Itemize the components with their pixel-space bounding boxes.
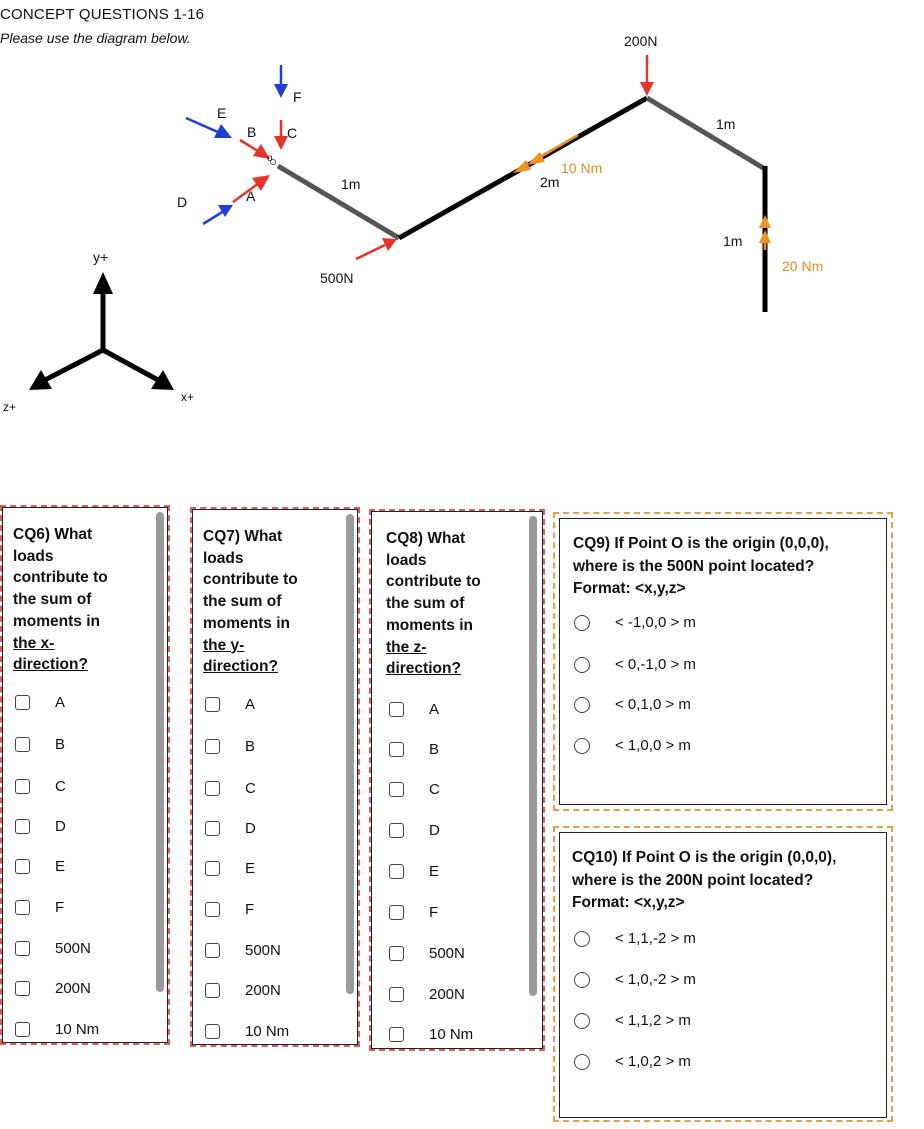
- cq6-checkbox-a[interactable]: [15, 695, 30, 710]
- page-subtitle: Please use the diagram below.: [0, 30, 191, 46]
- cq8-checkbox-500n[interactable]: [389, 946, 404, 961]
- cq10-line: CQ10) If Point O is the origin (0,0,0),: [572, 849, 837, 866]
- cq6-option-label: F: [55, 899, 65, 916]
- segment-200n-to-corner: [647, 98, 765, 169]
- label-d: D: [177, 194, 188, 210]
- cq8-checkbox-d[interactable]: [389, 823, 404, 838]
- moment-10nm: [513, 135, 602, 176]
- cq9-option-label: < 0,-1,0 > m: [615, 656, 696, 673]
- cq10-line: where is the 200N point located?: [572, 871, 814, 889]
- cq6-question: [13, 524, 153, 676]
- segment-o-to-500n: [278, 166, 399, 238]
- label-a: A: [246, 188, 256, 204]
- cq6-checkbox-10nm[interactable]: [15, 1022, 30, 1037]
- cq10-option-label: < 1,0,-2 > m: [615, 971, 696, 988]
- cq10-radio-1[interactable]: [574, 931, 590, 947]
- cq8-checkbox-e[interactable]: [389, 864, 404, 879]
- cq6-option-label: 200N: [55, 980, 91, 997]
- cq10-option-label: < 1,1,-2 > m: [615, 930, 696, 947]
- cq6-checkbox-c[interactable]: [15, 779, 30, 794]
- cq6-option-label: B: [55, 736, 66, 753]
- cq6-scrollbar[interactable]: [156, 512, 164, 992]
- axes: [3, 249, 194, 414]
- cq8-option-label: F: [429, 904, 439, 921]
- force-c-arrowhead: [274, 136, 288, 150]
- cq7-line: CQ7) What: [203, 528, 283, 545]
- cq7-line: direction?: [203, 658, 278, 676]
- label-10nm: 10 Nm: [561, 160, 603, 176]
- cq8-line: the z-: [386, 638, 427, 656]
- cq10-option-label: < 1,0,2 > m: [615, 1053, 691, 1070]
- moment-10nm-shaft: [537, 135, 578, 159]
- cq8-checkbox-b[interactable]: [389, 742, 404, 757]
- cq9-line: Format: <x,y,z>: [573, 580, 686, 597]
- cq7-panel: [190, 507, 360, 1047]
- moment-20nm: [759, 215, 823, 274]
- cq8-option-label: 10 Nm: [429, 1026, 474, 1043]
- force-e-shaft: [186, 118, 220, 133]
- cq9-line: CQ9) If Point O is the origin (0,0,0),: [573, 535, 829, 552]
- cq9-radio-4[interactable]: [574, 738, 590, 754]
- force-500n-shaft: [356, 245, 385, 259]
- x-axis-label: x+: [181, 390, 195, 404]
- cq7-option-label: D: [245, 820, 256, 837]
- cq10-radio-2[interactable]: [574, 972, 590, 988]
- moment-20nm-arrowhead-2: [759, 215, 771, 228]
- cq7-checkbox-d[interactable]: [205, 821, 220, 836]
- cq8-line: direction?: [386, 660, 461, 678]
- y-axis-arrowhead: [93, 272, 113, 294]
- cq9-option-label: < 1,0,0 > m: [615, 737, 691, 754]
- cq9-box: [559, 518, 887, 805]
- cq7-checkbox-10nm[interactable]: [205, 1024, 220, 1039]
- cq7-option-label: E: [245, 860, 256, 877]
- cq8-line: moments in: [386, 616, 473, 634]
- cq6-option-label: A: [55, 694, 66, 711]
- label-o: o: [267, 153, 273, 164]
- cq6-scroll-area: [2, 507, 168, 1043]
- cq8-option-label: 500N: [429, 945, 465, 962]
- cq7-option-label: A: [245, 696, 256, 713]
- cq6-panel: [0, 505, 170, 1045]
- label-500n: 500N: [320, 270, 354, 286]
- cq6-checkbox-b[interactable]: [15, 737, 30, 752]
- cq7-line: the y-: [203, 636, 245, 654]
- cq8-option-label: D: [429, 822, 440, 839]
- cq10-box: [559, 832, 887, 1118]
- point-o-loads: [177, 65, 302, 224]
- label-b: B: [247, 124, 257, 140]
- cq8-checkbox-c[interactable]: [389, 782, 404, 797]
- cq7-checkbox-500n[interactable]: [205, 943, 220, 958]
- cq7-checkbox-a[interactable]: [205, 697, 220, 712]
- cq10-line: Format: <x,y,z>: [572, 894, 685, 911]
- cq6-checkbox-200n[interactable]: [15, 981, 30, 996]
- cq9-panel: [553, 512, 893, 811]
- cq7-line: loads: [203, 549, 244, 567]
- cq6-line: the sum of: [13, 591, 92, 609]
- cq8-panel: [369, 509, 545, 1051]
- cq6-option-label: 500N: [55, 940, 91, 957]
- z-axis-label: z+: [3, 400, 17, 414]
- cq6-line: moments in: [13, 612, 100, 630]
- structure-diagram: [0, 0, 924, 460]
- cq7-option-label: 200N: [245, 982, 281, 999]
- cq7-checkbox-e[interactable]: [205, 861, 220, 876]
- cq8-option-label: E: [429, 863, 440, 880]
- cq10-question: [572, 847, 836, 915]
- force-d-arrowhead: [218, 205, 233, 217]
- cq8-option-label: 200N: [429, 986, 465, 1003]
- length-label-seg2: 2m: [540, 174, 560, 190]
- force-f-arrowhead: [274, 84, 288, 98]
- cq7-checkbox-c[interactable]: [205, 781, 220, 796]
- moment-20nm-arrowhead-1: [759, 230, 771, 243]
- cq7-checkbox-f[interactable]: [205, 902, 220, 917]
- label-c: C: [287, 125, 298, 141]
- cq7-option-label: 10 Nm: [245, 1023, 290, 1040]
- cq6-checkbox-f[interactable]: [15, 900, 30, 915]
- cq8-line: CQ8) What: [386, 530, 466, 547]
- length-label-seg1: 1m: [341, 176, 361, 192]
- cq8-option-label: A: [429, 701, 440, 718]
- cq9-line: where is the 500N point located?: [573, 557, 815, 575]
- cq7-option-label: C: [245, 780, 256, 797]
- cq7-scroll-area: [192, 509, 358, 1045]
- cq6-line: contribute to: [13, 569, 108, 587]
- force-200n: [624, 33, 657, 96]
- cq7-option-label: F: [245, 901, 255, 918]
- cq8-question: [386, 528, 526, 680]
- cq7-option-label: 500N: [245, 942, 281, 959]
- cq10-option-label: < 1,1,2 > m: [615, 1012, 691, 1029]
- cq7-line: moments in: [203, 614, 290, 632]
- label-200n: 200N: [624, 33, 658, 49]
- length-label-seg3: 1m: [716, 116, 736, 132]
- cq9-option-label: < 0,1,0 > m: [615, 696, 691, 713]
- cq8-checkbox-a[interactable]: [389, 702, 404, 717]
- cq7-checkbox-200n[interactable]: [205, 983, 220, 998]
- cq8-line: the sum of: [386, 595, 465, 613]
- cq6-checkbox-e[interactable]: [15, 859, 30, 874]
- cq8-checkbox-f[interactable]: [389, 905, 404, 920]
- cq8-line: loads: [386, 551, 427, 569]
- cq8-checkbox-10nm[interactable]: [389, 1027, 404, 1042]
- x-axis-line: [103, 350, 158, 380]
- cq6-line: direction?: [13, 656, 88, 674]
- cq6-line: the x-: [13, 634, 55, 652]
- label-e: E: [217, 105, 227, 121]
- cq6-option-label: C: [55, 778, 66, 795]
- cq6-checkbox-500n[interactable]: [15, 941, 30, 956]
- cq7-question: [203, 526, 343, 678]
- cq10-radio-4[interactable]: [574, 1054, 590, 1070]
- label-20nm: 20 Nm: [782, 258, 824, 274]
- cq8-checkbox-200n[interactable]: [389, 987, 404, 1002]
- cq7-option-label: B: [245, 738, 256, 755]
- cq10-radio-3[interactable]: [574, 1013, 590, 1029]
- moment-10nm-arrowhead-1: [527, 152, 545, 165]
- cq6-option-label: E: [55, 858, 66, 875]
- cq8-scrollbar[interactable]: [529, 516, 537, 996]
- cq8-scroll-area: [371, 511, 543, 1049]
- cq9-question: [573, 533, 829, 601]
- cq7-checkbox-b[interactable]: [205, 739, 220, 754]
- moment-10nm-arrowhead-2: [513, 160, 531, 173]
- cq7-line: contribute to: [203, 571, 298, 589]
- cq6-option-label: D: [55, 818, 66, 835]
- force-500n: [320, 238, 397, 286]
- z-axis-line: [45, 350, 103, 380]
- cq8-line: contribute to: [386, 573, 481, 591]
- cq9-radio-1[interactable]: [574, 615, 590, 631]
- cq9-option-label: < -1,0,0 > m: [615, 614, 696, 631]
- cq6-line: loads: [13, 547, 54, 565]
- force-200n-arrowhead: [640, 82, 654, 96]
- cq7-scrollbar[interactable]: [346, 514, 354, 994]
- length-label-seg4: 1m: [723, 233, 743, 249]
- cq6-checkbox-d[interactable]: [15, 819, 30, 834]
- cq7-line: the sum of: [203, 593, 282, 611]
- force-d-shaft: [203, 211, 224, 224]
- y-axis-label: y+: [93, 249, 109, 265]
- page-title: CONCEPT QUESTIONS 1-16: [0, 6, 205, 23]
- cq8-option-label: B: [429, 741, 440, 758]
- cq10-panel: [553, 826, 893, 1122]
- cq6-option-label: 10 Nm: [55, 1021, 100, 1038]
- cq9-radio-2[interactable]: [574, 657, 590, 673]
- cq8-option-label: C: [429, 781, 440, 798]
- cq9-radio-3[interactable]: [574, 697, 590, 713]
- cq6-line: CQ6) What: [13, 526, 93, 543]
- label-f: F: [293, 89, 302, 105]
